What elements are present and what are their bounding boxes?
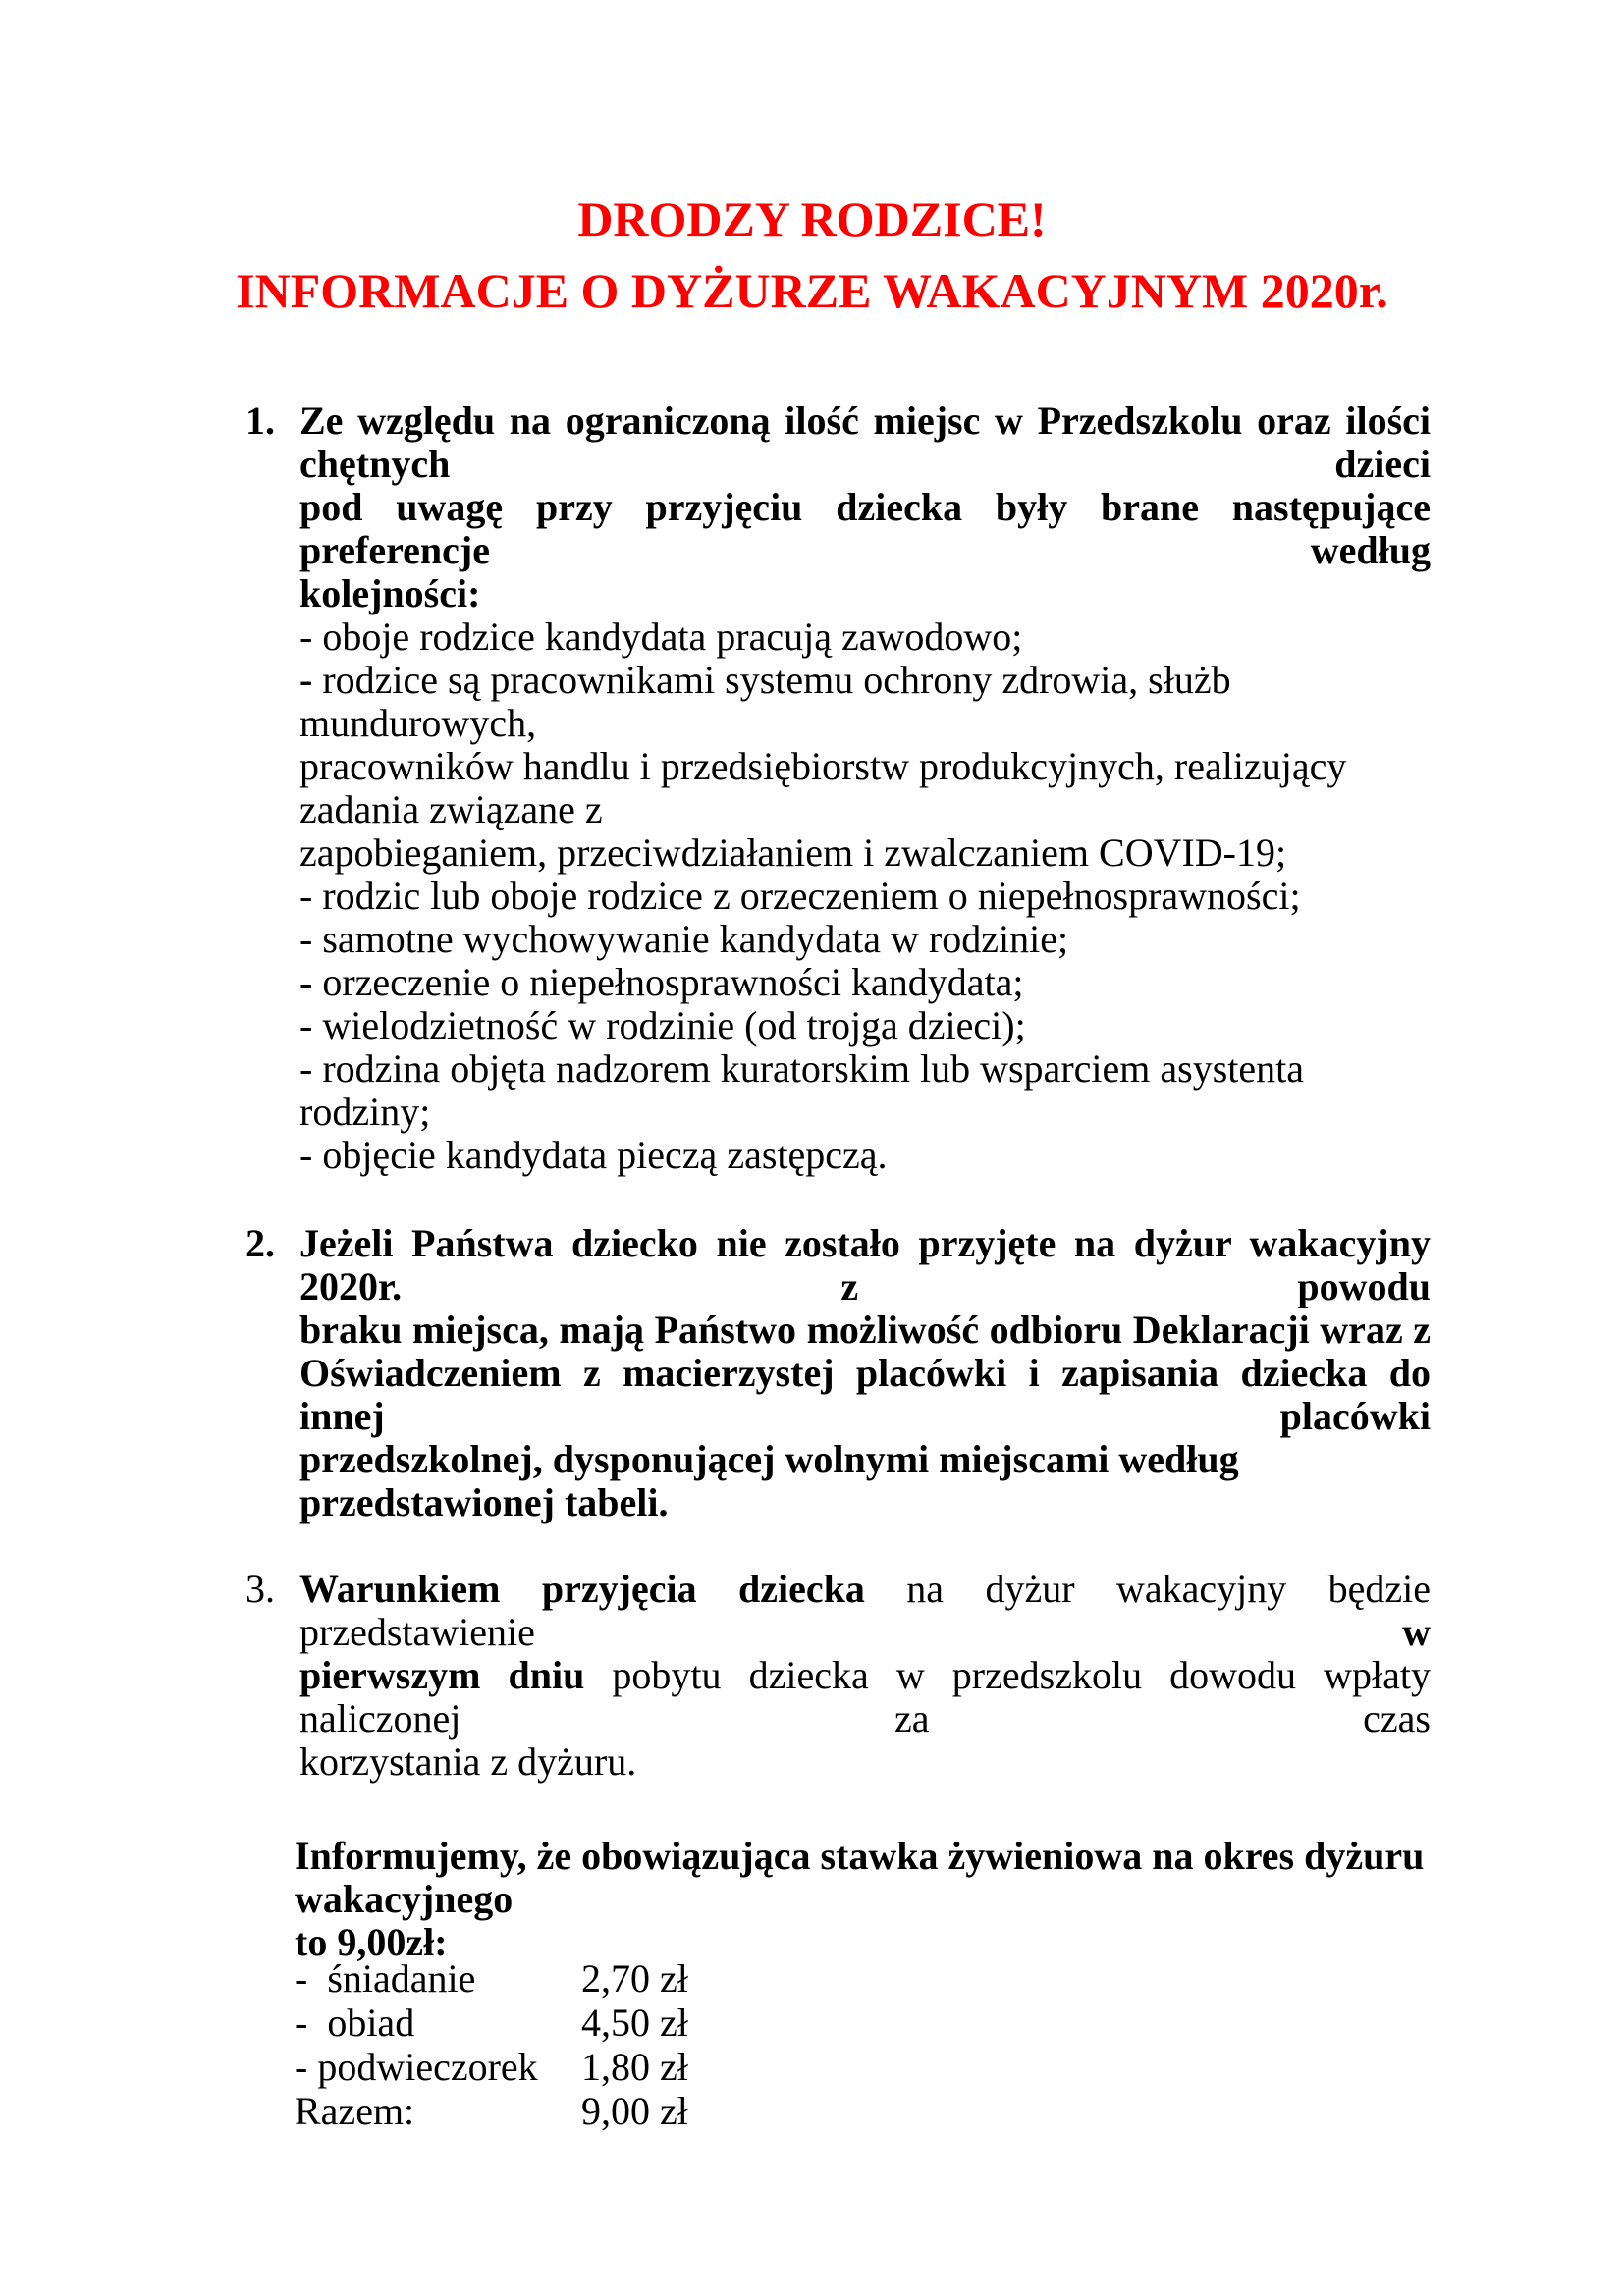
item-3-line-2: [299, 1654, 1431, 1740]
item-3-bold-w: w: [1402, 1610, 1431, 1654]
item-1-line-2: pod uwagę przy przyjęciu dziecka były brane następujące preferencje według: [299, 485, 1431, 572]
item-1-subline-10: - objęcie kandydata pieczą zastępczą.: [299, 1133, 888, 1177]
item-1-subline-9: - rodzina objęta nadzorem kuratorskim lub wsparciem asystenta rodziny;: [299, 1046, 1304, 1134]
item-2-line-1: Jeżeli Państwa dziecko nie zostało przyjęte na dyżur wakacyjny 2020r. z powodu: [299, 1221, 1431, 1308]
price-item-label: - podwieczorek: [295, 2045, 538, 2089]
price-total-value: 9,00 zł: [581, 2089, 688, 2133]
food-rate-info: [295, 1835, 1431, 1964]
price-item-value: 4,50 zł: [581, 2001, 688, 2045]
price-item-label: - śniadanie: [295, 1956, 476, 2001]
item-1-subline-5: - rodzic lub oboje rodzice z orzeczeniem o niepełnosprawności;: [299, 874, 1301, 918]
item-2-line-4: przedszkolnej, dysponującej wolnymi miejscami według przedstawionej tabeli.: [299, 1437, 1239, 1524]
document-subtitle: INFORMACJE O DYŻURZE WAKACYJNYM 2020r.: [236, 263, 1388, 318]
food-rate-info-line-1: Informujemy, że obowiązująca stawka żywieniowa na okres dyżuru wakacyjnego: [295, 1834, 1425, 1921]
item-1-subline-1: - oboje rodzice kandydata pracują zawodowo;: [299, 614, 1023, 659]
item-3-line-3: korzystania z dyżuru.: [299, 1739, 637, 1784]
numbered-item-3: [245, 1568, 1431, 1784]
price-row-breakfast: [295, 1956, 1624, 2001]
price-total-label: Razem:: [295, 2089, 415, 2133]
item-1-subline-6: - samotne wychowywanie kandydata w rodzinie;: [299, 917, 1069, 961]
price-row-snack: [295, 2045, 1624, 2089]
item-1-subline-7: - orzeczenie o niepełnosprawności kandydata;: [299, 960, 1024, 1004]
price-item-value: 1,80 zł: [581, 2045, 688, 2089]
item-2-number: 2.: [245, 1221, 275, 1265]
item-3-number: 3.: [245, 1567, 275, 1611]
numbered-item-1: [245, 400, 1431, 1177]
item-3-bold-first-day: pierwszym dniu: [299, 1653, 585, 1697]
item-1-subline-3: pracowników handlu i przedsiębiorstw produkcyjnych, realizujący zadania związane z: [299, 744, 1347, 831]
food-rate-info-line-2: to 9,00zł:: [295, 1920, 448, 1964]
item-3-bold-lead: Warunkiem przyjęcia dziecka: [299, 1567, 865, 1611]
item-3-body: [299, 1568, 1431, 1784]
item-1-subline-2-text: rodzice są pracownikami systemu ochrony zdrowia, służb mundurowych,: [299, 658, 1231, 745]
item-1-number: 1.: [245, 399, 275, 443]
item-1-subline-4: zapobieganiem, przeciwdziałaniem i zwalczaniem COVID-19;: [299, 830, 1287, 875]
price-item-label: - obiad: [295, 2001, 415, 2045]
item-1-subline-8: - wielodzietność w rodzinie (od trojga dzieci);: [299, 1003, 1026, 1047]
item-3-line-1: [299, 1568, 1431, 1654]
bold-dash: -: [299, 658, 313, 702]
numbered-item-2: [245, 1222, 1431, 1524]
price-item-value: 2,70 zł: [581, 1956, 688, 2001]
price-table: [295, 1956, 1624, 2133]
item-2-line-2: braku miejsca, mają Państwo możliwość odbioru Deklaracji wraz z: [299, 1308, 1431, 1352]
item-2-line-3: Oświadczeniem z macierzystej placówki i zapisania dziecka do innej placówki: [299, 1351, 1431, 1438]
item-1-body: [299, 400, 1431, 1177]
price-row-lunch: [295, 2001, 1624, 2045]
item-2-body: [299, 1222, 1431, 1524]
item-3-line-2-regular: pobytu dziecka w przedszkolu dowodu wpłaty naliczonej za czas: [299, 1653, 1431, 1740]
price-row-total: [295, 2089, 1624, 2133]
document-title: DRODZY RODZICE!: [577, 191, 1047, 246]
item-1-subline-2: [299, 659, 1431, 745]
item-1-line-1: Ze względu na ograniczoną ilość miejsc w Przedszkolu oraz ilości chętnych dzieci: [299, 399, 1431, 486]
item-1-line-3: kolejności:: [299, 571, 481, 615]
item-3-line-1-regular: na dyżur wakacyjny będzie przedstawienie: [299, 1567, 1431, 1654]
